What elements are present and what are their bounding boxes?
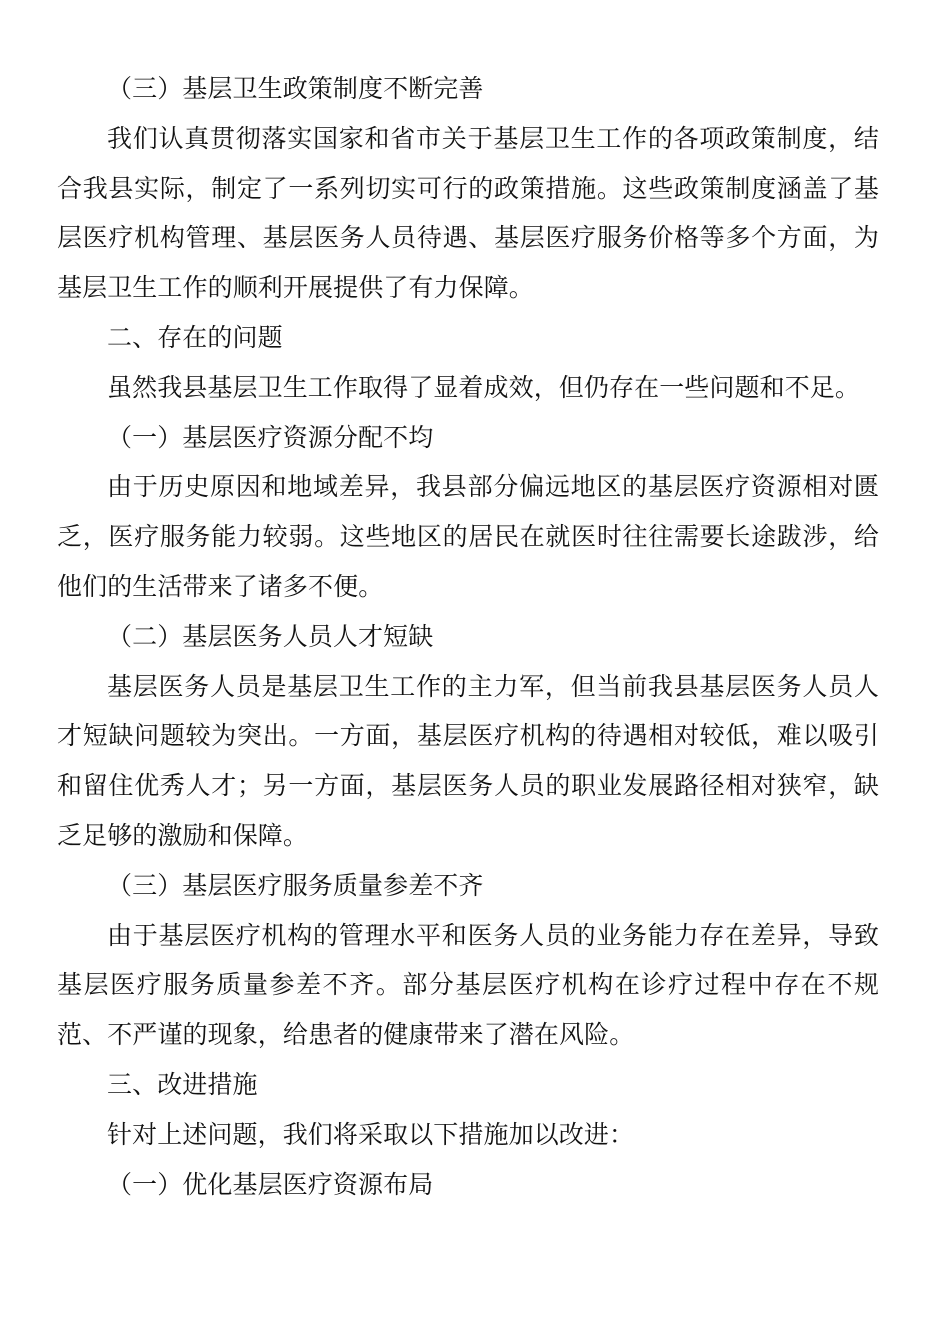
section-heading-talent: （二）基层医务人员人才短缺 — [107, 621, 434, 651]
section-heading-quality: （三）基层医疗服务质量参差不齐 — [107, 870, 484, 900]
document-page — [57, 64, 879, 1209]
paragraph-resources: 由于历史原因和地域差异，我县部分偏远地区的基层医疗资源相对匮乏，医疗服务能力较弱。这些地区的居民在就医时往往需要长途跋涉，给他们的生活带来了诸多不便。 — [57, 472, 879, 601]
section-heading-policy: （三）基层卫生政策制度不断完善 — [107, 74, 484, 103]
paragraph-talent: 基层医务人员是基层卫生工作的主力军，但当前我县基层医务人员人才短缺问题较为突出。一方面，基层医疗机构的待遇相对较低，难以吸引和留住优秀人才；另一方面，基层医务人员的职业发展路径相对狭窄，缺乏足够的激励和保障。 — [57, 671, 879, 850]
chapter-heading-problems: 二、存在的问题 — [107, 322, 283, 352]
paragraph-problems-intro: 虽然我县基层卫生工作取得了显着成效，但仍存在一些问题和不足。 — [107, 372, 861, 402]
paragraph-measures-intro: 针对上述问题，我们将采取以下措施加以改进： — [107, 1119, 635, 1149]
section-heading-optimize: （一）优化基层医疗资源布局 — [107, 1169, 434, 1199]
section-heading-resources: （一）基层医疗资源分配不均 — [107, 422, 434, 452]
paragraph-quality: 由于基层医疗机构的管理水平和医务人员的业务能力存在差异，导致基层医疗服务质量参差不齐。部分基层医疗机构在诊疗过程中存在不规范、不严谨的现象，给患者的健康带来了潜在风险。 — [57, 920, 879, 1050]
chapter-heading-measures: 三、改进措施 — [107, 1069, 258, 1099]
paragraph-policy: 我们认真贯彻落实国家和省市关于基层卫生工作的各项政策制度，结合我县实际，制定了一系列切实可行的政策措施。这些政策制度涵盖了基层医疗机构管理、基层医务人员待遇、基层医疗服务价格等多个方面，为基层卫生工作的顺利开展提供了有力保障。 — [57, 123, 879, 303]
